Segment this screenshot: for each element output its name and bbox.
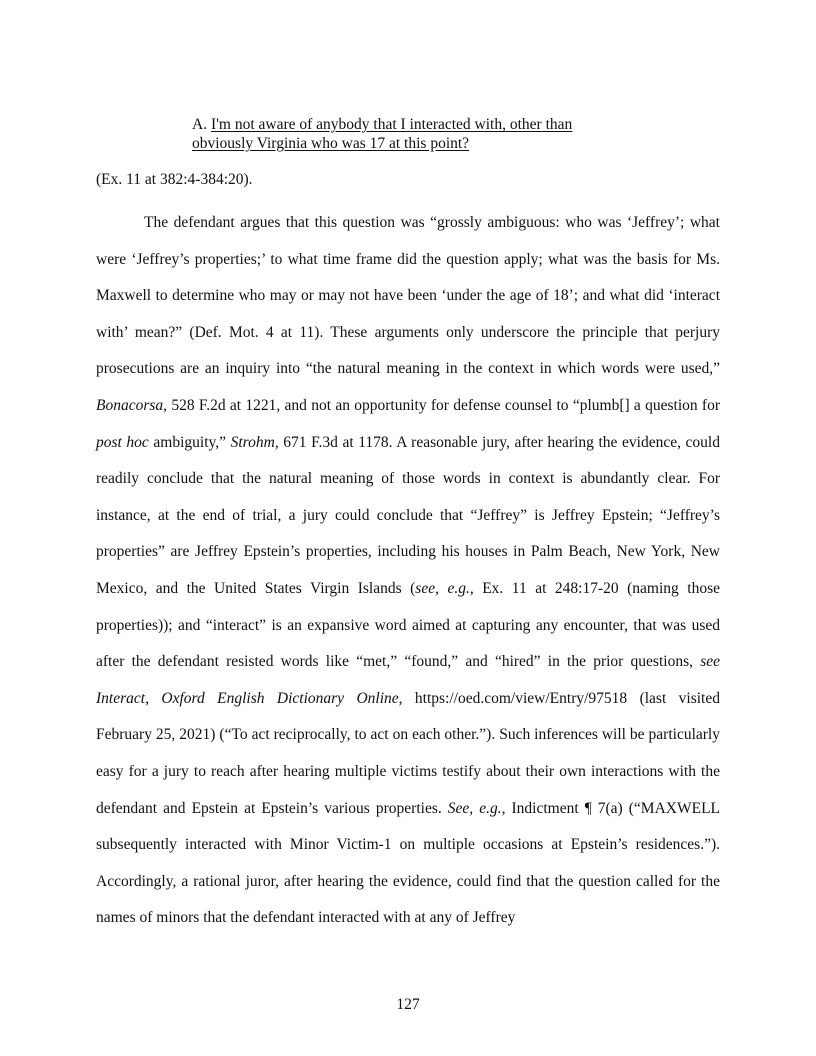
quote-line-1: I'm not aware of anybody that I interacted with, other than [210, 116, 573, 133]
page-number: 127 [396, 996, 420, 1013]
see-interact: see Interact [96, 653, 720, 707]
para-s5: , Ex. 11 at 248:17-20 (naming those properties)); and “interact” is an expansive word aimed at capturing any encounter, that was used after the defendant resisted words like “met,” “found,” and “hired” in the prior questions, [96, 579, 720, 671]
exhibit-citation: (Ex. 11 at 382:4-384:20). [96, 171, 253, 188]
see-eg-1: see, e.g. [415, 579, 470, 597]
quote-line-2: obviously Virginia who was 17 at this point? [192, 135, 470, 152]
see-eg-2: See, e.g. [447, 799, 502, 817]
para-s1: The defendant argues that this question was “grossly ambiguous: who was ‘Jeffrey’; what were ‘Jeffrey’s properties;’ to what time frame did the question apply; what was the basis for Ms. Maxwell to determine who may or may not have been ‘under the age of 18’; and what did ‘interact with’ mean?” (Def. Mot. 4 at 11). These arguments only underscore the principle that perjury prosecutions are an inquiry into “the natural meaning in the context in which words were used,” [96, 214, 720, 378]
para-s3: ambiguity,” [148, 433, 231, 451]
case-strohm: Strohm [230, 433, 275, 451]
para-s6: , [145, 689, 162, 707]
para-s7: , https://oed.com/view/Entry/97518 (last visited February 25, 2021) (“To act reciprocally, to act on each other.”). Such inferences will be particularly easy for a jury to reach after hearing multiple victims testify about their own interactions with the defendant and Epstein at Epstein’s various properties. [96, 689, 720, 817]
oed-title: Oxford English Dictionary Online [161, 689, 399, 707]
quote-prefix: A. [192, 116, 211, 133]
post-hoc-term: post hoc [96, 433, 149, 451]
para-s8: , Indictment ¶ 7(a) (“MAXWELL subsequently interacted with Minor Victim-1 on multiple occasions at Epstein’s residences.”). Accordingly, a rational juror, after hearing the evidence, could find that the question called for the names of minors that the defendant interacted with at any of Jeffrey [96, 799, 721, 927]
para-s2: , 528 F.2d at 1221, and not an opportunity for defense counsel to “plumb[] a question for [163, 396, 720, 414]
paragraph-text [96, 205, 720, 937]
body-paragraph [96, 205, 720, 937]
para-s4: , 671 F.3d at 1178. A reasonable jury, after hearing the evidence, could readily conclude that the natural meaning of those words in context is abundantly clear. For instance, at the end of trial, a jury could conclude that “Jeffrey” is Jeffrey Epstein; “Jeffrey’s properties” are Jeffrey Epstein’s properties, including his houses in Palm Beach, New York, New Mexico, and the United States Virgin Islands ( [96, 433, 720, 597]
block-quote-answer [192, 115, 612, 153]
case-bonacorsa: Bonacorsa [96, 396, 164, 414]
